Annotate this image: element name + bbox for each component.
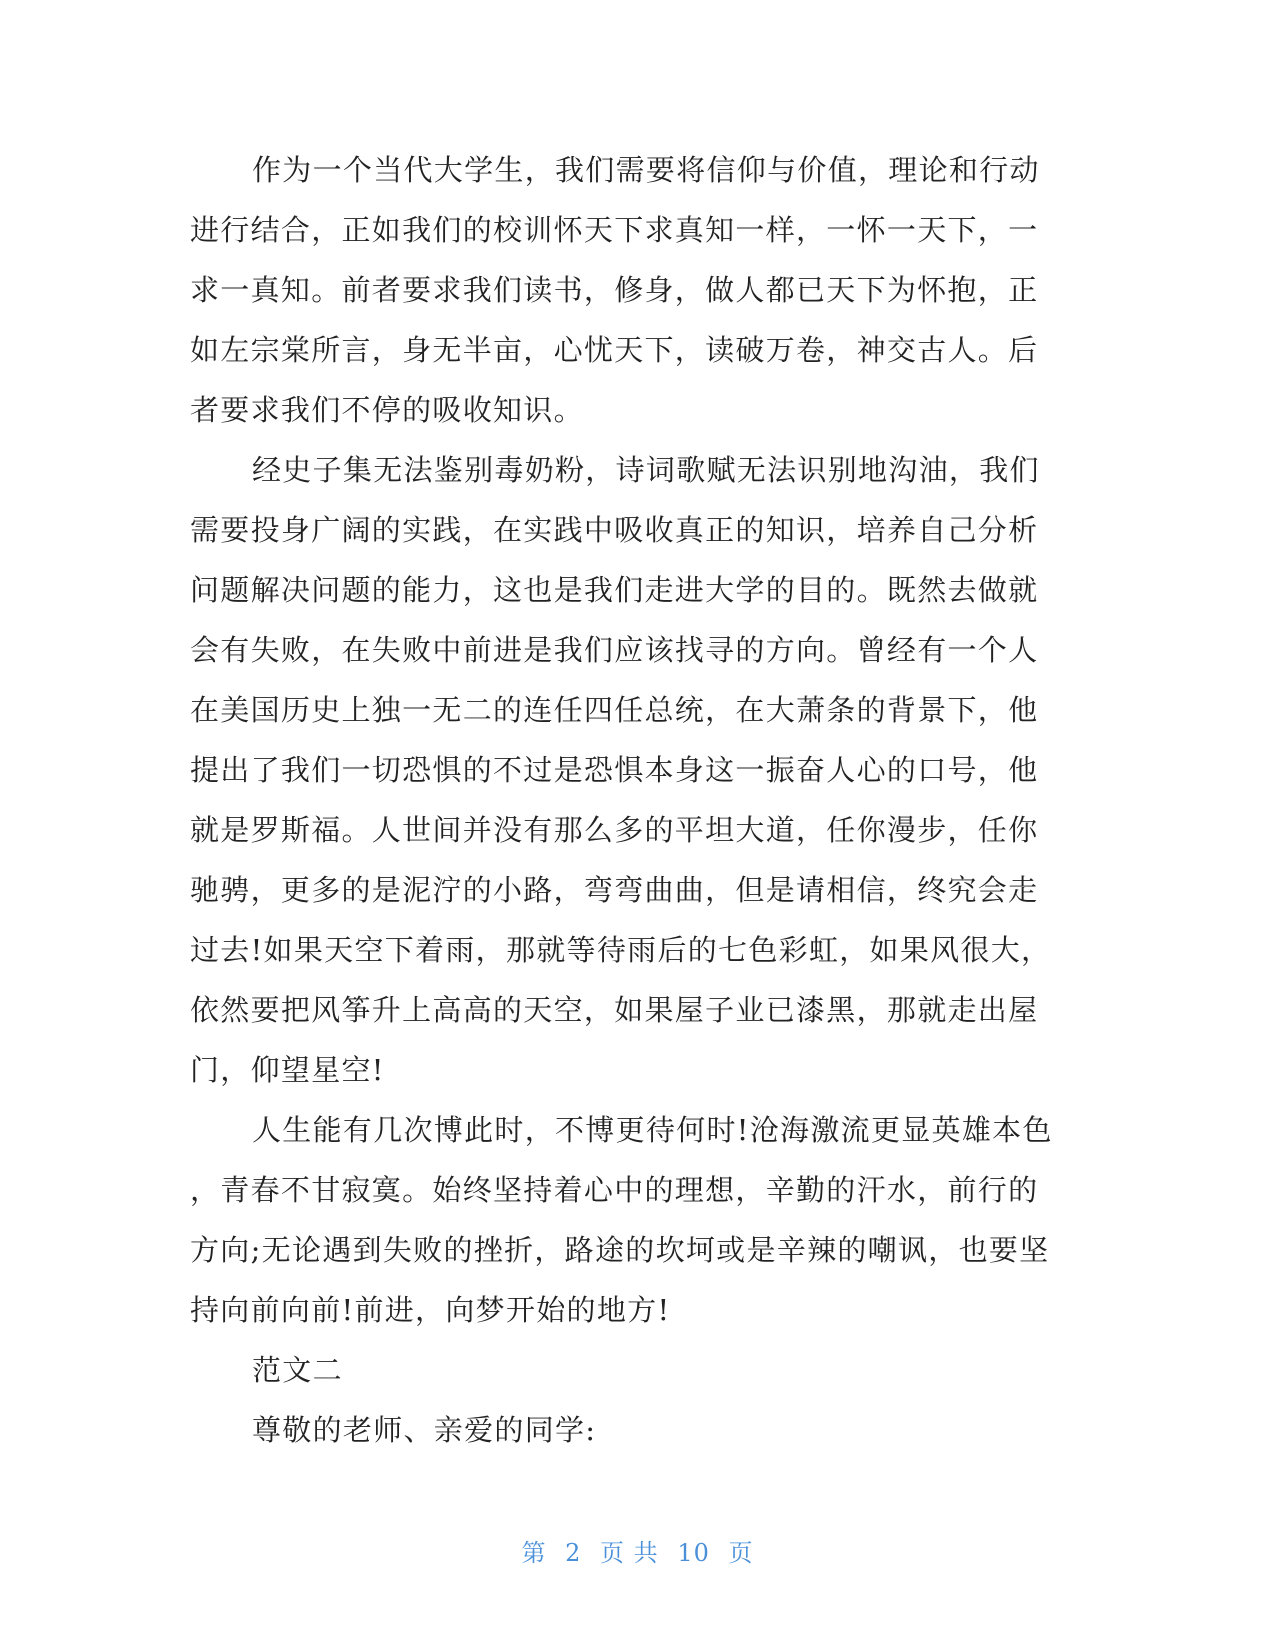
text-line: 作为一个当代大学生，我们需要将信仰与价值，理论和行动: [252, 153, 1040, 187]
text-line: 过去!如果天空下着雨，那就等待雨后的七色彩虹，如果风很大，: [190, 933, 1052, 967]
text-line: 进行结合，正如我们的校训怀天下求真知一样，一怀一天下，一: [190, 213, 1039, 247]
text-line: 提出了我们一切恐惧的不过是恐惧本身这一振奋人心的口号，他: [190, 753, 1039, 787]
page-footer: [0, 1533, 1275, 1568]
text-line: 方向;无论遇到失败的挫折，路途的坎坷或是辛辣的嘲讽，也要坚: [190, 1233, 1050, 1267]
text-line: 门，仰望星空!: [190, 1053, 385, 1087]
text-line: 依然要把风筝升上高高的天空，如果屋子业已漆黑，那就走出屋: [190, 993, 1039, 1027]
text-line: 求一真知。前者要求我们读书，修身，做人都已天下为怀抱，正: [190, 273, 1039, 307]
footer-prefix: 第: [521, 1539, 547, 1567]
text-line: 人生能有几次博此时，不博更待何时!沧海激流更显英雄本色: [252, 1113, 1053, 1147]
text-line: 就是罗斯福。人世间并没有那么多的平坦大道，任你漫步，任你: [190, 813, 1039, 847]
text-line: 驰骋，更多的是泥泞的小路，弯弯曲曲，但是请相信，终究会走: [190, 873, 1039, 907]
text-line: 如左宗棠所言，身无半亩，心忧天下，读破万卷，神交古人。后: [190, 333, 1039, 367]
text-line: 经史子集无法鉴别毒奶粉，诗词歌赋无法识别地沟油，我们: [252, 453, 1040, 487]
text-line: 在美国历史上独一无二的连任四任总统，在大萧条的背景下，他: [190, 693, 1039, 727]
footer-suffix: 页: [728, 1539, 754, 1567]
document-body: [190, 140, 1070, 1460]
text-line: 持向前向前!前进，向梦开始的地方!: [190, 1293, 671, 1327]
text-line: 者要求我们不停的吸收知识。: [190, 393, 584, 427]
footer-middle: 页 共: [600, 1539, 659, 1567]
total-page-count: 10: [677, 1539, 710, 1567]
current-page-number: 2: [565, 1539, 582, 1567]
text-line: ，青春不甘寂寞。始终坚持着心中的理想，辛勤的汗水，前行的: [190, 1173, 1039, 1207]
text-line: 需要投身广阔的实践，在实践中吸收真正的知识，培养自己分析: [190, 513, 1039, 547]
salutation: 尊敬的老师、亲爱的同学:: [252, 1413, 597, 1447]
text-line: 问题解决问题的能力，这也是我们走进大学的目的。既然去做就: [190, 573, 1039, 607]
section-heading: 范文二: [252, 1353, 343, 1387]
text-line: 会有失败，在失败中前进是我们应该找寻的方向。曾经有一个人: [190, 633, 1039, 667]
